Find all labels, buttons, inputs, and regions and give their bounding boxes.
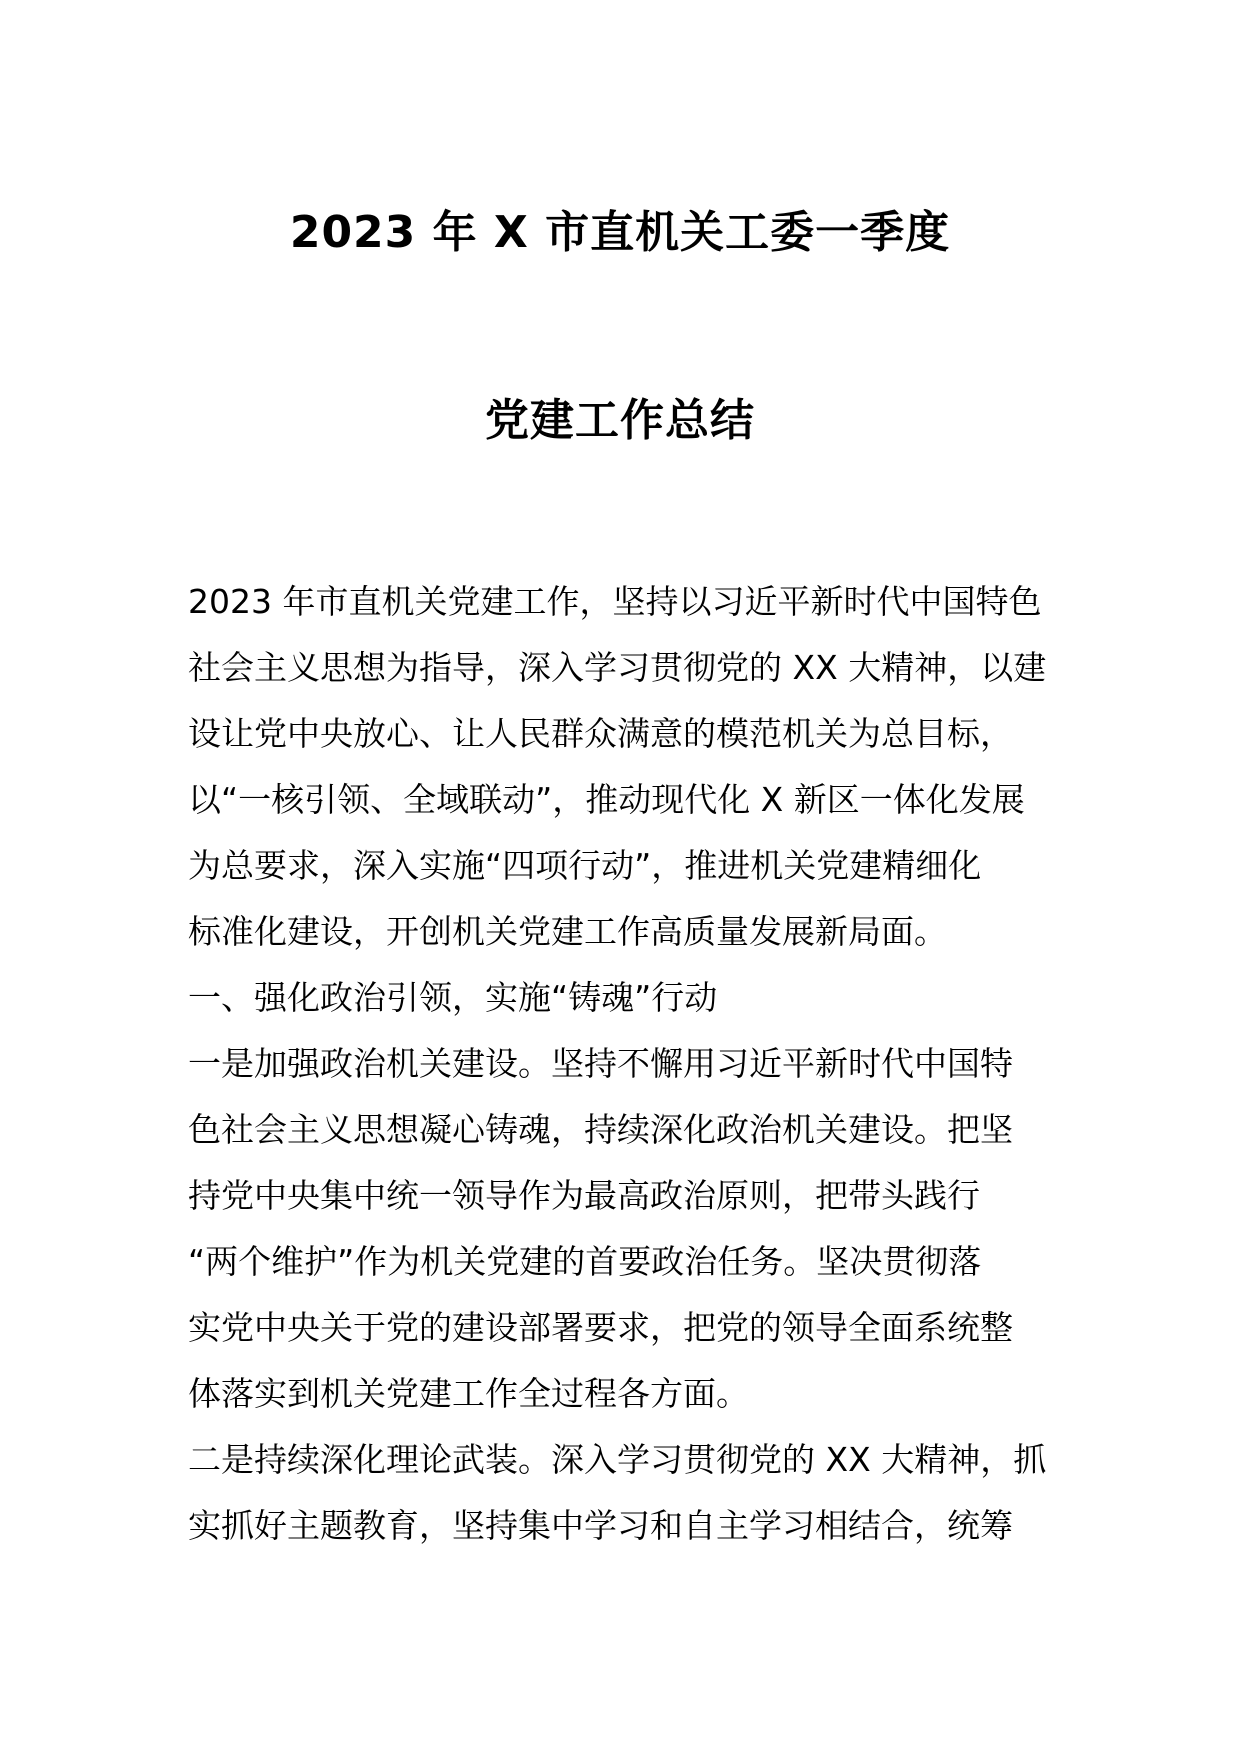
body-line: 以“一核引领、全域联动”，推动现代化 X 新区一体化发展 xyxy=(188,780,1025,819)
body-line: 实党中央关于党的建设部署要求，把党的领导全面系统整 xyxy=(188,1308,1013,1347)
body-line: 2023 年市直机关党建工作，坚持以习近平新时代中国特色 xyxy=(188,582,1042,621)
body-line: “两个维护”作为机关党建的首要政治任务。坚决贯彻落 xyxy=(188,1242,982,1281)
body-line: 社会主义思想为指导，深入学习贯彻党的 XX 大精神，以建 xyxy=(188,648,1047,687)
body-line: 色社会主义思想凝心铸魂，持续深化政治机关建设。把坚 xyxy=(188,1110,1013,1149)
body-line: 持党中央集中统一领导作为最高政治原则，把带头践行 xyxy=(188,1176,980,1215)
document-body xyxy=(188,569,1058,1559)
body-line: 一是加强政治机关建设。坚持不懈用习近平新时代中国特 xyxy=(188,1044,1013,1083)
document-title-line-1: 2023 年 X 市直机关工委一季度 xyxy=(289,207,951,258)
document-title-line-2: 党建工作总结 xyxy=(485,395,755,446)
body-line: 为总要求，深入实施“四项行动”，推进机关党建精细化 xyxy=(188,846,982,885)
body-line: 二是持续深化理论武装。深入学习贯彻党的 XX 大精神，抓 xyxy=(188,1440,1047,1479)
section-heading: 一、强化政治引领，实施“铸魂”行动 xyxy=(188,978,718,1017)
body-line: 设让党中央放心、让人民群众满意的模范机关为总目标， xyxy=(188,714,1013,753)
body-line: 标准化建设，开创机关党建工作高质量发展新局面。 xyxy=(188,912,947,951)
body-line: 体落实到机关党建工作全过程各方面。 xyxy=(188,1374,749,1413)
body-line: 实抓好主题教育，坚持集中学习和自主学习相结合，统筹 xyxy=(188,1506,1013,1545)
